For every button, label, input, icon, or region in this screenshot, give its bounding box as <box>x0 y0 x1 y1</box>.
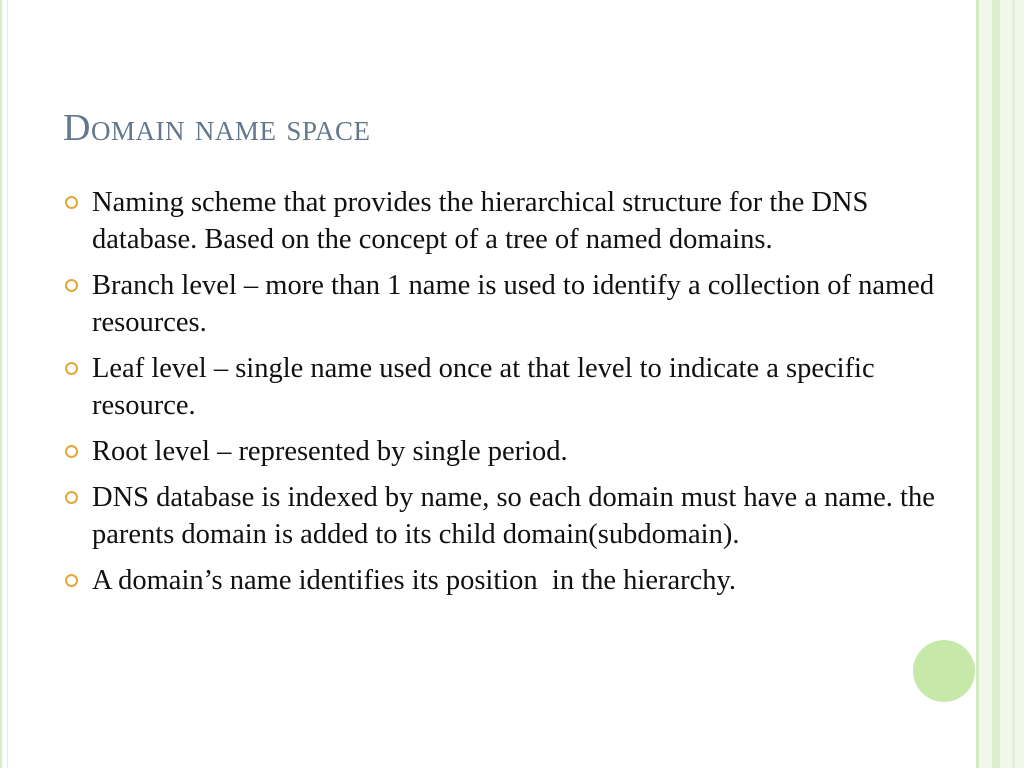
bullet-text: Leaf level – single name used once at that level to indicate a specific resource. <box>92 353 882 421</box>
right-edge-stripe <box>992 0 1000 768</box>
bullet-icon <box>65 362 78 375</box>
left-edge-line-inner <box>7 0 8 768</box>
list-item <box>65 479 945 553</box>
bullet-icon <box>65 445 78 458</box>
list-item <box>65 267 945 341</box>
bullet-text: Naming scheme that provides the hierarchical structure for the DNS database. Based on the concept of a tree of named domains. <box>92 187 876 255</box>
list-item <box>65 433 945 470</box>
list-item <box>65 184 945 258</box>
bullet-text: DNS database is indexed by name, so each domain must have a name. the parents domain is added to its child domain(subdomain). <box>92 482 943 550</box>
bullet-icon <box>65 574 78 587</box>
bullet-text: A domain’s name identifies its position in the hierarchy. <box>92 565 737 596</box>
bullet-icon <box>65 279 78 292</box>
bullet-icon <box>65 196 78 209</box>
list-item <box>65 562 945 599</box>
right-edge-line-outer <box>1012 0 1015 768</box>
bullet-icon <box>65 491 78 504</box>
bullet-list <box>65 184 945 608</box>
list-item <box>65 350 945 424</box>
right-edge-line <box>976 0 979 768</box>
left-edge-line <box>0 0 2 768</box>
bullet-text: Root level – represented by single period. <box>92 436 568 467</box>
green-circle-decoration <box>913 640 975 702</box>
slide-title: Domain name space <box>63 107 371 149</box>
right-edge-band <box>976 0 1024 768</box>
bullet-text: Branch level – more than 1 name is used to identify a collection of named resources. <box>92 270 942 338</box>
